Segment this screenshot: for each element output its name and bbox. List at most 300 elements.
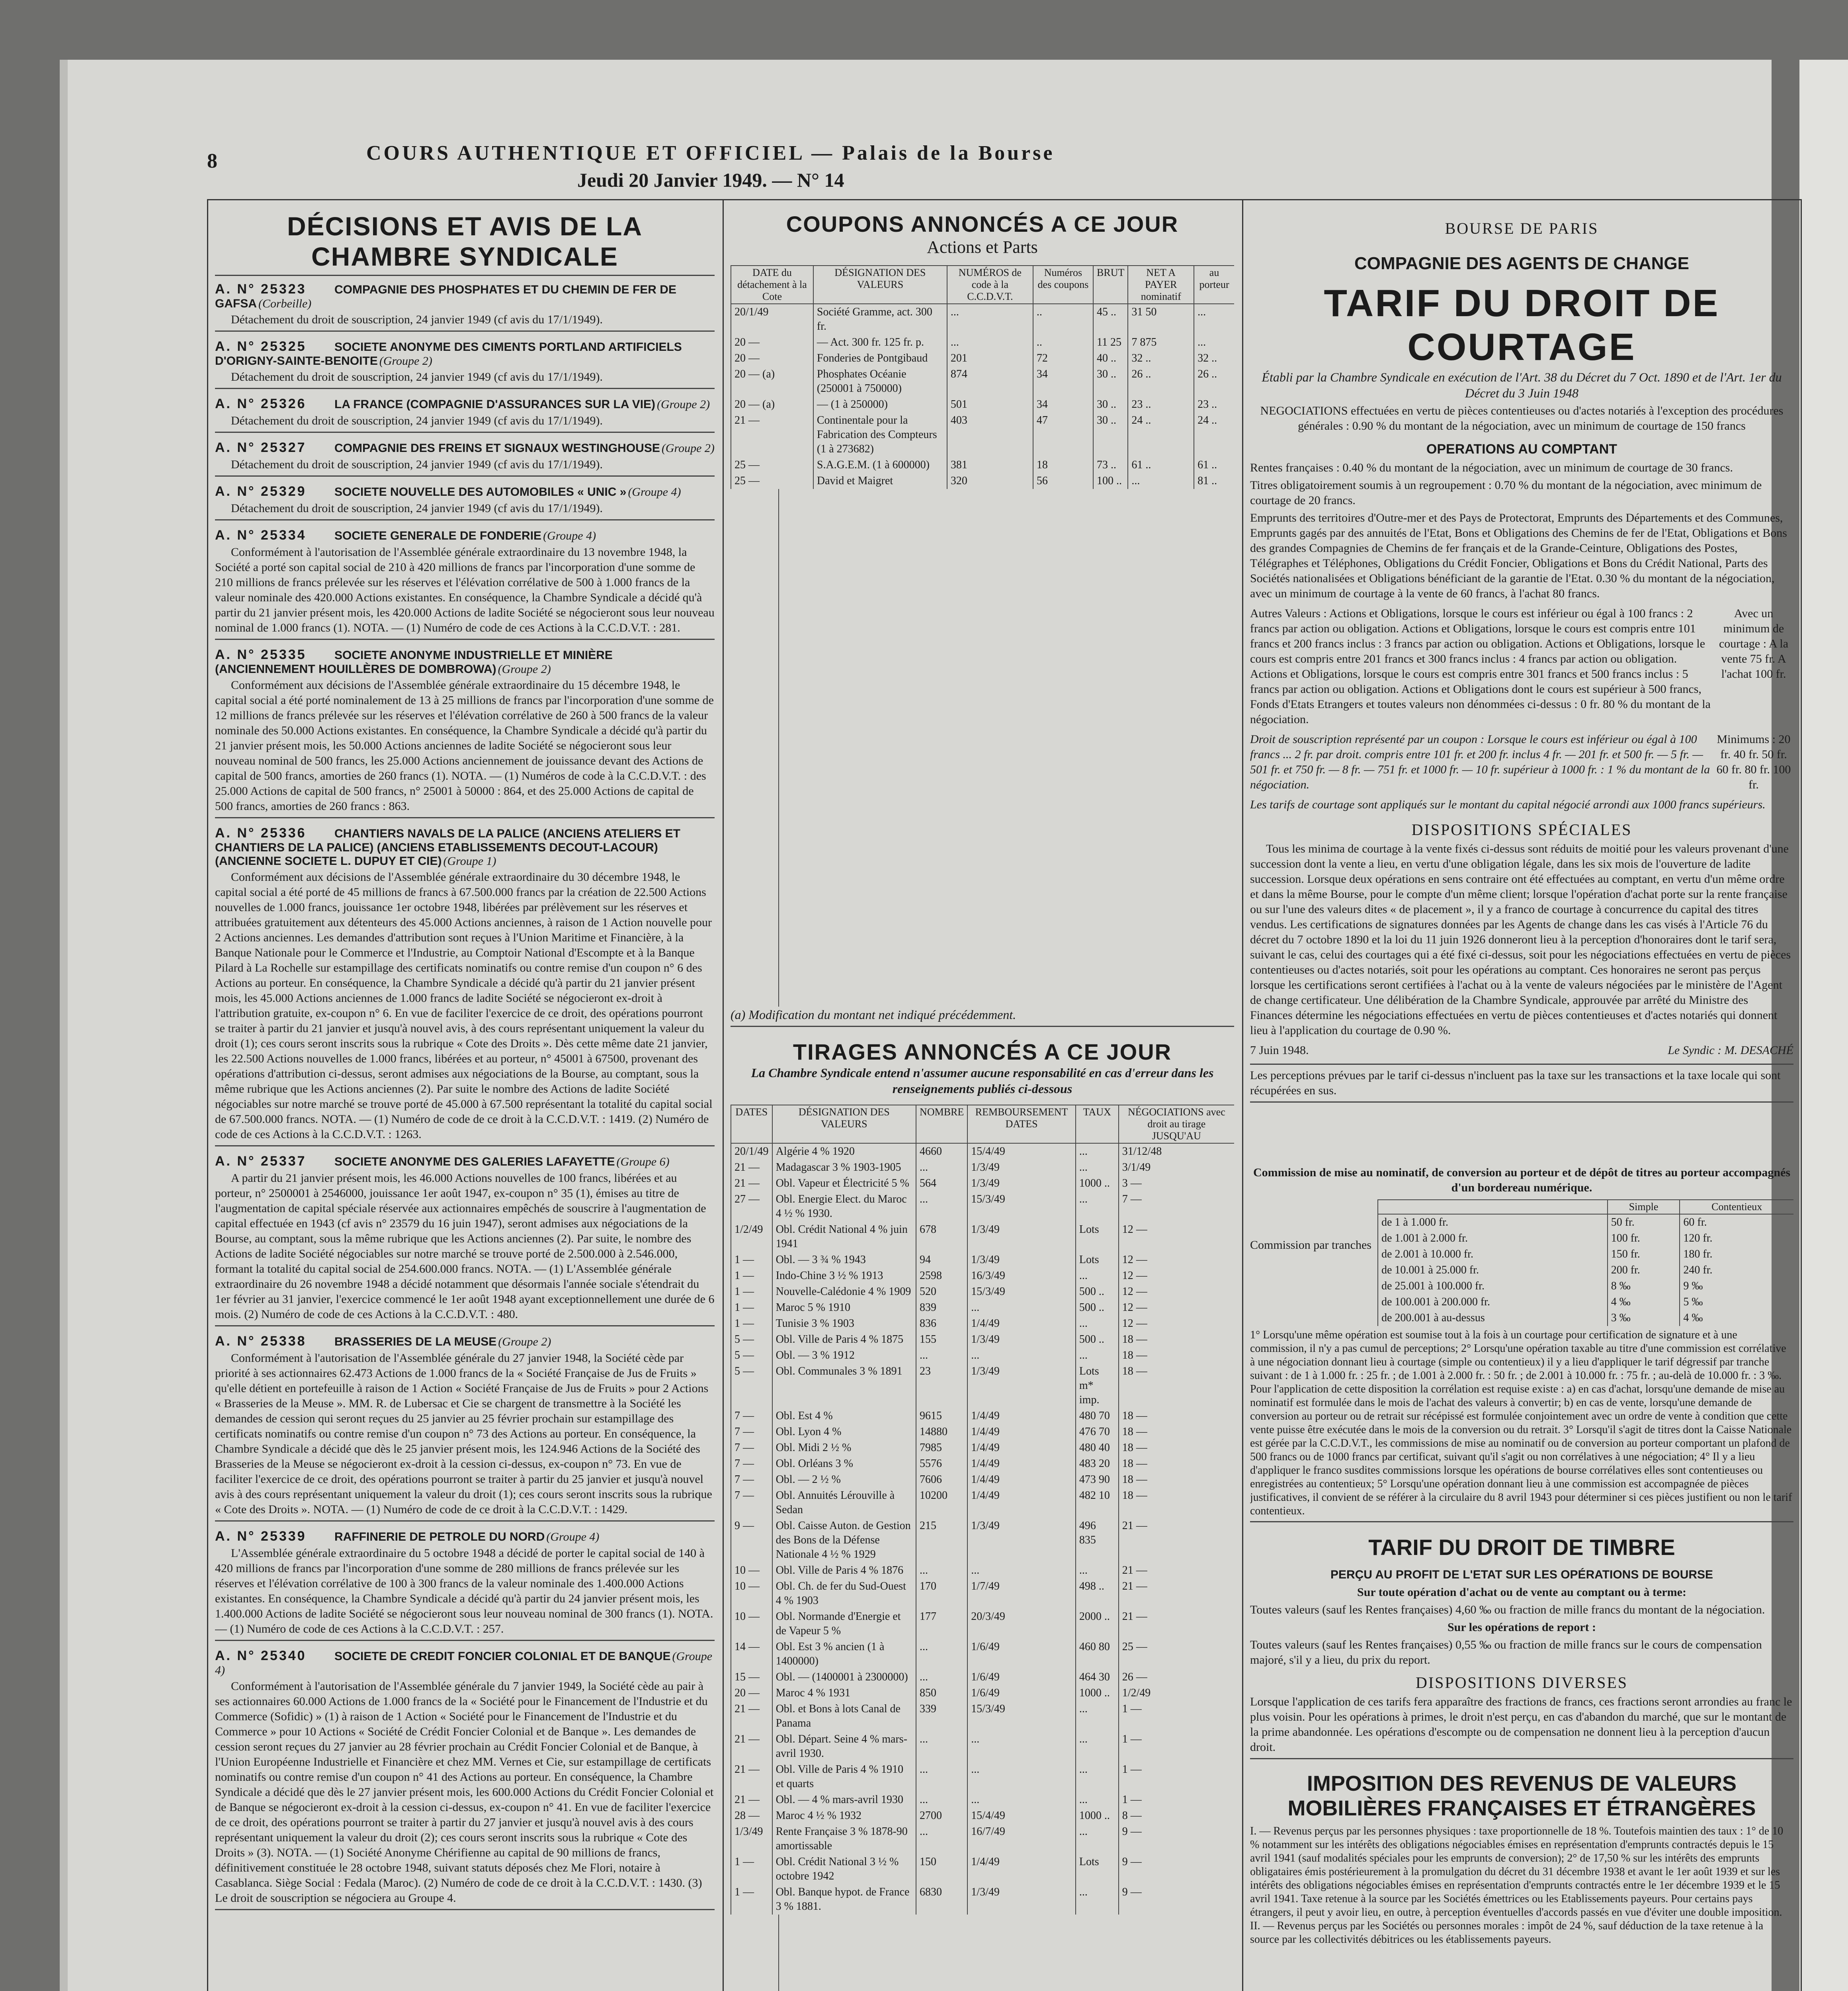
table-cell: 23 .. xyxy=(1194,397,1234,413)
table-cell: 496 835 xyxy=(1076,1518,1119,1563)
entry-number: A. N° 25327 xyxy=(215,440,307,455)
table-cell: 9 — xyxy=(731,1518,772,1563)
table-row xyxy=(731,1424,1234,1440)
table-row xyxy=(731,1300,1234,1316)
table-cell: Obl. Ville de Paris 4 % 1875 xyxy=(772,1332,916,1348)
table-row xyxy=(731,1824,1234,1854)
table-row xyxy=(731,1348,1234,1363)
table-cell: 1/4/49 xyxy=(967,1440,1076,1456)
table-cell: ... xyxy=(916,1563,967,1578)
table-cell: 18 — xyxy=(1119,1363,1234,1408)
table-cell: 31/12/48 xyxy=(1119,1143,1234,1160)
table-cell: Obl. Energie Elect. du Maroc 4 ½ % 1930. xyxy=(772,1191,916,1222)
table-cell: 150 xyxy=(916,1854,967,1884)
table-cell: ... xyxy=(967,1762,1076,1792)
table-cell: Indo-Chine 3 ½ % 1913 xyxy=(772,1268,916,1284)
table-row xyxy=(731,350,1234,366)
table-row xyxy=(1378,1262,1793,1278)
divider xyxy=(215,1520,715,1522)
table-row xyxy=(731,1472,1234,1488)
table-cell: 3/1/49 xyxy=(1119,1160,1234,1175)
table-cell: 201 xyxy=(947,350,1033,366)
table-cell: 21 — xyxy=(1119,1563,1234,1578)
table-cell: ... xyxy=(1076,1143,1119,1160)
entry-body: Conformément à l'autorisation de l'Assemblée générale extraordinaire du 13 novembre 1948, la Société a porté son capital social de 210 à 420 millions de francs par l'incorporation d'une somme de 210 millions de francs prélevée sur les réserves et l'élévation corrélative de 500 à 1.000 francs de la valeur nominale des 420.000 Actions existantes. En conséquence, la Chambre Syndicale a décidé qu'à partir du 21 janvier présent mois, les 420.000 Actions de ladite Société se négocieront sous leur nouveau nominal de 1.000 francs (1). NOTA. — (1) Numéro de code de ces Actions à la C.C.D.V.T. : 281. xyxy=(215,546,715,634)
table-cell: 177 xyxy=(916,1609,967,1639)
next-page-edge xyxy=(1799,60,1848,1991)
timbre-achat-text: Toutes valeurs (sauf les Rentes françaises) 4,60 ‰ ou fraction de mille francs du montant de la négociation. xyxy=(1250,1603,1765,1616)
table-row xyxy=(1378,1310,1793,1326)
table-cell: Phosphates Océanie (250001 à 750000) xyxy=(813,366,947,397)
table-cell: 21 — xyxy=(731,1731,772,1762)
table-cell: ... xyxy=(916,1824,967,1854)
table-row xyxy=(731,304,1234,334)
table-cell: 24 .. xyxy=(1194,413,1234,457)
perceptions-text: Les perceptions prévues par le tarif ci-dessus n'incluent pas la taxe sur les transactions et la taxe locale qui sont récupérées en sus. xyxy=(1250,1069,1781,1097)
ops-comptant-heading: OPERATIONS AU COMPTANT xyxy=(1426,442,1617,457)
table-row xyxy=(731,1316,1234,1332)
table-cell: Algérie 4 % 1920 xyxy=(772,1143,916,1160)
table-cell: ... xyxy=(967,1563,1076,1578)
divider xyxy=(215,1640,715,1641)
table-cell: 5 — xyxy=(731,1348,772,1363)
table-cell: ... xyxy=(916,1731,967,1762)
entry-company: SOCIETE ANONYME INDUSTRIELLE ET MINIÈRE (ANCIENNEMENT HOUILLÈRES DE DOMBROWA) xyxy=(215,649,613,676)
table-cell: 1/2/49 xyxy=(731,1222,772,1252)
entry-group: (Groupe 2) xyxy=(657,398,710,411)
decision-entry xyxy=(215,1334,715,1522)
table-cell: ... xyxy=(1076,1824,1119,1854)
droit-souscription-block xyxy=(1250,730,1793,795)
table-row xyxy=(731,1609,1234,1639)
column-header: DATES xyxy=(731,1105,772,1143)
table-cell: ... xyxy=(967,1731,1076,1762)
table-cell: Obl. Crédit National 3 ½ % octobre 1942 xyxy=(772,1854,916,1884)
decision-entry xyxy=(215,647,715,818)
table-cell: Obl. Caisse Auton. de Gestion des Bons de la Défense Nationale 4 ½ % 1929 xyxy=(772,1518,916,1563)
table-cell: 403 xyxy=(947,413,1033,457)
table-cell: Obl. — 3 ¾ % 1943 xyxy=(772,1252,916,1268)
table-cell: .. xyxy=(1033,334,1093,350)
column-header: TAUX xyxy=(1076,1105,1119,1143)
table-cell: Madagascar 3 % 1903-1905 xyxy=(772,1160,916,1175)
table-cell: Obl. Normande d'Energie et de Vapeur 5 % xyxy=(772,1609,916,1639)
negociations-text: NEGOCIATIONS effectuées en vertu de pièces contentieuses ou d'actes notariés à l'exception des procédures générales : 0.90 % du montant de la négociation, avec un minimum de courtage de 150 francs xyxy=(1260,404,1784,432)
table-cell: 9 — xyxy=(1119,1854,1234,1884)
entry-company: SOCIETE GENERALE DE FONDERIE xyxy=(334,529,542,542)
table-cell: 20 — xyxy=(731,1685,772,1701)
table-row xyxy=(731,1685,1234,1701)
table-cell: 31 50 xyxy=(1128,304,1194,334)
table-cell: 1/4/49 xyxy=(967,1408,1076,1424)
table-cell: Obl. — (1400001 à 2300000) xyxy=(772,1669,916,1685)
table-cell: 1/3/49 xyxy=(967,1332,1076,1348)
table-cell: ... xyxy=(947,334,1033,350)
table-cell: de 1 à 1.000 fr. xyxy=(1378,1214,1608,1230)
entry-group: (Groupe 4) xyxy=(543,529,596,542)
table-cell: 170 xyxy=(916,1578,967,1609)
table-row xyxy=(731,1363,1234,1408)
table-cell: Fonderies de Pontgibaud xyxy=(813,350,947,366)
left-column xyxy=(215,199,715,1991)
table-row xyxy=(731,366,1234,397)
entry-body: A partir du 21 janvier présent mois, les 46.000 Actions nouvelles de 100 francs, libérées et au porteur, n° 2500001 à 2546000, jouissance 1er août 1947, ex-coupon n° 35 (1), émises au titre de l'augmentation de capital spéciale réservée aux actionnaires empêchés de souscrire à l'augmentation de capital effectuée en 1943 (cf avis n° 23579 du 16 juin 1947), seront admises aux négociations de la Bourse, au comptant, sous la même rubrique que les Actions anciennes (2). Par suite, le nombre des Actions de ladite Société négociables sur notre marché se trouve porté de 2.500.000 à 2.546.000, formant la totalité du capital social de 254.600.000 francs. NOTA. — (1) L'Assemblée générale extraordinaire du 26 novembre 1948 a décidé notamment que désormais l'année sociale s'étendrait du 1er février au 31 janvier, l'exercice commencé le 1er août 1948 ayant exceptionnellement une durée de 6 mois. (2) Numéro de code de ces Actions à la C.C.D.V.T. : 480. xyxy=(215,1172,715,1321)
table-cell: 73 .. xyxy=(1093,457,1128,473)
decision-entry xyxy=(215,1648,715,1910)
table-cell: 40 .. xyxy=(1093,350,1128,366)
table-cell: Obl. et Bons à lots Canal de Panama xyxy=(772,1701,916,1731)
table-cell: 18 xyxy=(1033,457,1093,473)
table-cell: 25 — xyxy=(731,457,813,473)
signature-line xyxy=(1250,1040,1793,1060)
table-cell: 6830 xyxy=(916,1884,967,1915)
table-row xyxy=(731,1143,1234,1160)
divider xyxy=(731,1026,1234,1027)
table-row xyxy=(1378,1230,1793,1246)
entry-company: SOCIETE NOUVELLE DES AUTOMOBILES « UNIC » xyxy=(334,485,627,499)
table-cell: 18 — xyxy=(1119,1488,1234,1518)
table-cell: ... xyxy=(916,1160,967,1175)
table-cell: Maroc 4 % 1931 xyxy=(772,1685,916,1701)
table-row xyxy=(731,413,1234,457)
divider xyxy=(215,1325,715,1326)
table-cell: 27 — xyxy=(731,1191,772,1222)
table-cell: 16/3/49 xyxy=(967,1268,1076,1284)
column-header: REMBOURSEMENT DATES xyxy=(967,1105,1076,1143)
divider xyxy=(215,331,715,332)
column-header: NOMBRE xyxy=(916,1105,967,1143)
entry-company: SOCIETE ANONYME DES CIMENTS PORTLAND ARTIFICIELS D'ORIGNY-SAINTE-BENOITE xyxy=(215,340,682,368)
table-cell: 11 25 xyxy=(1093,334,1128,350)
table-cell: 874 xyxy=(947,366,1033,397)
table-cell: 1/7/49 xyxy=(967,1578,1076,1609)
page-number: 8 xyxy=(207,150,217,172)
table-cell: Obl. Ville de Paris 4 % 1876 xyxy=(772,1563,916,1578)
entry-company: SOCIETE DE CREDIT FONCIER COLONIAL ET DE BANQUE xyxy=(334,1650,671,1663)
table-cell: 72 xyxy=(1033,350,1093,366)
table-row xyxy=(731,1191,1234,1222)
table-cell: 1/4/49 xyxy=(967,1488,1076,1518)
column-header: BRUT xyxy=(1093,266,1128,304)
table-cell: 18 — xyxy=(1119,1424,1234,1440)
column-header: DÉSIGNATION DES VALEURS xyxy=(772,1105,916,1143)
table-cell: 1 — xyxy=(731,1252,772,1268)
header-title: COURS AUTHENTIQUE ET OFFICIEL — Palais de la Bourse xyxy=(366,142,1055,164)
entry-group: (Groupe 2) xyxy=(379,354,432,368)
table-cell: 61 .. xyxy=(1128,457,1194,473)
table-cell: 215 xyxy=(916,1518,967,1563)
table-cell: 28 — xyxy=(731,1808,772,1824)
table-cell: ... xyxy=(1194,334,1234,350)
column-header: DATE du détachement à la Cote xyxy=(731,266,813,304)
table-cell: 21 — xyxy=(1119,1578,1234,1609)
table-cell: 45 .. xyxy=(1093,304,1128,334)
table-cell: 2700 xyxy=(916,1808,967,1824)
table-cell: 320 xyxy=(947,473,1033,489)
table-row xyxy=(731,1854,1234,1884)
table-cell: Obl. — 4 % mars-avril 1930 xyxy=(772,1792,916,1808)
table-cell: 18 — xyxy=(1119,1472,1234,1488)
table-cell: 1/3/49 xyxy=(967,1518,1076,1563)
table-cell: 7 — xyxy=(731,1456,772,1472)
table-cell: 21 — xyxy=(731,1160,772,1175)
table-row xyxy=(731,397,1234,413)
entry-number: A. N° 25339 xyxy=(215,1529,307,1544)
table-cell: 21 — xyxy=(731,1792,772,1808)
table-cell: Obl. Crédit National 4 % juin 1941 xyxy=(772,1222,916,1252)
commission-grid xyxy=(1377,1199,1793,1326)
table-cell: 5 — xyxy=(731,1363,772,1408)
table-cell: 9 — xyxy=(1119,1824,1234,1854)
entry-number: A. N° 25336 xyxy=(215,825,307,841)
table-cell: 150 fr. xyxy=(1608,1246,1680,1262)
entry-company: LA FRANCE (COMPAGNIE D'ASSURANCES SUR LA VIE) xyxy=(334,398,656,411)
table-cell: 500 .. xyxy=(1076,1332,1119,1348)
divider xyxy=(215,639,715,640)
table-cell: 678 xyxy=(916,1222,967,1252)
table-cell: Obl. Est 4 % xyxy=(772,1408,916,1424)
table-cell: Rente Française 3 % 1878-90 amortissable xyxy=(772,1824,916,1854)
dispositions-body: Tous les minima de courtage à la vente fixés ci-dessus sont réduits de moitié pour les valeurs provenant d'une succession dont la vente a lieu, en vertu d'une obligation légale, dans les six mois de l'ouverture de ladite succession. Lorsque deux opérations en sens contraire ont été effectuées au comptant, en vertu d'un même ordre et dans la même Bourse, pour le compte d'un même client; lorsque l'opération d'achat porte sur la rente française ou sur l'une des valeurs dites « de placement », il y a franco de courtage à concurrence du capital des titres vendus. Les certifications de signatures données par les Agents de change dans les cas visés à l'Article 76 du décret du 7 octobre 1890 et la loi du 11 juin 1926 donneront lieu à la perception d'honoraires dont le tarif sera, suivant le cas, celui des courtages qui a été fixé ci-dessus, soit pour les négociations effectuées en vertu de pièces contentieuses ou d'actes notariés, soit pour les opérations au comptant. Ces honoraires ne seront pas perçus lorsque les certifications seront certifiées à l'achat ou à la vente de valeurs négociées par le ministère de l'Agent de change certificateur. Une délibération de la Chambre Syndicale, approuvée par arrêté du Ministre des Finances détermine les négociations effectuées en vertu de pièces contentieuses et d'actes notariés qui donnent lieu à l'application du courtage de 0.90 %. xyxy=(1250,842,1791,1037)
table-row xyxy=(731,1408,1234,1424)
table-cell: de 100.001 à 200.000 fr. xyxy=(1378,1294,1608,1310)
table-cell: ... xyxy=(916,1191,967,1222)
table-cell: 1/3/49 xyxy=(967,1175,1076,1191)
table-cell: 1 — xyxy=(731,1284,772,1300)
table-cell: 1/2/49 xyxy=(1119,1685,1234,1701)
table-cell: 2598 xyxy=(916,1268,967,1284)
table-cell: 1000 .. xyxy=(1076,1685,1119,1701)
dispositions-speciales-heading: DISPOSITIONS SPÉCIALES xyxy=(1411,821,1632,839)
diverses-body: Lorsque l'application de ces tarifs fera apparaître des fractions de francs, ces fractions seront arrondies au franc le plus voisin. Pour les opérations à primes, le droit n'est perçu, en cas d'abandon du marché, que sur le montant de la prime abandonnée. Les opérations d'escompte ou de compensation ne donnent lieu à la perception d'aucun droit. xyxy=(1250,1695,1792,1754)
table-row xyxy=(731,1268,1234,1284)
table-cell: 9 ‰ xyxy=(1680,1278,1793,1294)
table-cell: ... xyxy=(1076,1762,1119,1792)
coupons-subheading: Actions et Parts xyxy=(927,237,1038,257)
divider xyxy=(1250,1101,1793,1103)
coupons-table-empty-space xyxy=(778,489,1234,1007)
table-cell: 836 xyxy=(916,1316,967,1332)
table-cell: 1/4/49 xyxy=(967,1472,1076,1488)
entry-group: (Groupe 2) xyxy=(498,1335,551,1348)
table-cell: 9615 xyxy=(916,1408,967,1424)
table-cell: ... xyxy=(1128,473,1194,489)
table-cell: ... xyxy=(916,1792,967,1808)
decision-entry xyxy=(215,339,715,389)
table-row xyxy=(1378,1278,1793,1294)
table-cell: 520 xyxy=(916,1284,967,1300)
divider xyxy=(215,1145,715,1146)
entry-number: A. N° 25337 xyxy=(215,1154,307,1169)
table-cell: Obl. Midi 2 ½ % xyxy=(772,1440,916,1456)
decision-entry xyxy=(215,396,715,433)
table-cell: Maroc 5 % 1910 xyxy=(772,1300,916,1316)
table-cell: 15/4/49 xyxy=(967,1143,1076,1160)
header-date: Jeudi 20 Janvier 1949. — N° 14 xyxy=(577,169,844,191)
table-cell: 1/3/49 xyxy=(967,1884,1076,1915)
table-cell: 15/4/49 xyxy=(967,1808,1076,1824)
table-cell: 12 — xyxy=(1119,1222,1234,1252)
table-cell: Obl. Lyon 4 % xyxy=(772,1424,916,1440)
table-cell: 61 .. xyxy=(1194,457,1234,473)
table-cell: 10 — xyxy=(731,1563,772,1578)
timbre-title: TARIF DU DROIT DE TIMBRE xyxy=(1368,1535,1675,1560)
table-cell: 7 — xyxy=(731,1488,772,1518)
table-cell: 15/3/49 xyxy=(967,1191,1076,1222)
decision-entry xyxy=(215,1529,715,1641)
entry-body: Conformément aux décisions de l'Assemblée générale extraordinaire du 30 décembre 1948, le capital social a été porté de 45 millions de francs à 67.500.000 francs par la création de 22.500 Actions nouvelles de 1.000 francs, jouissance 1er octobre 1948, libérées par prélèvement sur les réserves et attribuées gratuitement aux détenteurs des 45.000 Actions anciennes, à raison de 1 Action nouvelle pour 2 Actions anciennes. Les demandes d'attribution sont reçues à l'Union Maritime et Financière, à la Banque Nationale pour le Commerce et l'Industrie, au Comptoir National d'Escompte et à la Banque Pilard à La Rochelle sur estampillage des certificats nominatifs ou contre remise d'un coupon n° 6 des Actions au porteur. En conséquence, la Chambre Syndicale a décidé qu'à partir du 21 janvier présent mois, les 45.000 Actions anciennes de 1.000 francs de ladite Société se négocieront ex-droit à l'attribution gratuite, ex-coupon n° 6. En vue de faciliter l'exercice de ce droit, des opérations pourront se traiter à partir du 21 janvier et jusqu'à nouvel avis, à des cours représentant uniquement la valeur du droit (1); ces cours seront inscrits sous la rubrique « Cote des Droits ». Dès cette même date 21 janvier, les 22.500 Actions nouvelles de 1.000 francs, libérées et au porteur, n° 45001 à 67500, provenant des opérations d'attribution ci-dessus, seront admises aux négociations de la Bourse, au comptant, sous la même rubrique que les Actions anciennes (2). Par suite le nombre des Actions de ladite Société négociables sur notre marché se trouve porté de 45.000 à 67.500 représentant la totalité du capital social de 67.500.000 francs. NOTA. — (1) Numéro de code de ce droit à la C.C.D.V.T. : 1419. (2) Numéro de code de ces Actions à la C.C.D.V.T. : 1263. xyxy=(215,870,713,1141)
emprunts-text: Emprunts des territoires d'Outre-mer et des Pays de Protectorat, Emprunts des Départements et des Communes, Emprunts gagés par des annuités de l'Etat, Bons et Obligations des Chemins de fer de l'Etat, Obligations et Bons des grandes Compagnies de Chemins de fer français et de la Grande-Ceinture, Obligations des Postes, Télégraphes et Téléphones, Obligations du Crédit Foncier, Obligations et Bons du Crédit National, Parts des Sociétés nationalisées et Obligations bénéficiant de la garantie de l'Etat. 0.30 % du montant de la négociation, avec un minimum de courtage à la vente de 60 francs, à l'achat 80 francs. xyxy=(1250,511,1787,600)
table-cell: 7985 xyxy=(916,1440,967,1456)
table-cell: 1/4/49 xyxy=(967,1854,1076,1884)
table-cell: 18 — xyxy=(1119,1440,1234,1456)
entries-list xyxy=(215,282,715,1910)
table-cell: 10 — xyxy=(731,1578,772,1609)
entry-body: Détachement du droit de souscription, 24 janvier 1949 (cf avis du 17/1/1949). xyxy=(231,370,603,383)
table-cell: 1000 .. xyxy=(1076,1175,1119,1191)
entry-group: (Groupe 4) xyxy=(628,485,681,499)
rentes-text: Rentes françaises : 0.40 % du montant de la négociation, avec un minimum de courtage de 30 francs. xyxy=(1250,461,1733,474)
table-row xyxy=(731,1332,1234,1348)
entry-body: Détachement du droit de souscription, 24 janvier 1949 (cf avis du 17/1/1949). xyxy=(231,458,603,471)
table-cell: ... xyxy=(1076,1701,1119,1731)
table-cell: 20 — (a) xyxy=(731,397,813,413)
tarif-courtage-subtitle: Établi par la Chambre Syndicale en exécution de l'Art. 38 du Décret du 7 Oct. 1890 et de l'Art. 1er du Décret du 3 Juin 1948 xyxy=(1262,370,1782,400)
table-cell: 1 — xyxy=(731,1300,772,1316)
table-cell: 18 — xyxy=(1119,1332,1234,1348)
table-cell: 26 .. xyxy=(1128,366,1194,397)
table-row xyxy=(731,1284,1234,1300)
table-cell: de 25.001 à 100.000 fr. xyxy=(1378,1278,1608,1294)
table-cell: ... xyxy=(967,1300,1076,1316)
table-cell: Obl. Communales 3 % 1891 xyxy=(772,1363,916,1408)
table-cell: 21 — xyxy=(731,1701,772,1731)
table-cell: 1 — xyxy=(1119,1762,1234,1792)
table-row xyxy=(731,1701,1234,1731)
minimum-courtage: Avec un minimum de courtage : A la vente 75 fr. A l'achat 100 fr. xyxy=(1719,607,1789,681)
page-header xyxy=(207,137,1521,205)
entry-body: Conformément aux décisions de l'Assemblée générale extraordinaire du 15 décembre 1948, le capital social a été porté nominalement de 13 à 25 millions de francs par l'incorporation d'une somme de 12 millions de francs prélevée sur les réserves et l'élévation corrélative de 260 à 500 francs de la valeur nominale des 50.000 Actions existantes. En conséquence, la Chambre Syndicale a décidé qu'à partir du 21 janvier présent mois, les 50.000 Actions anciennes de ladite Société se négocieront sous leur nouveau nominal de 500 francs, les 25.000 Actions anciennement de jouissance devant des Actions de capital de 500 francs, amorties de 260 francs (1). NOTA. — (1) Numéros de code à la C.C.D.V.T. : des 25.000 Actions de capital de 500 francs, n° 25001 à 50000 : 864, et des 25.000 Actions de capital de 500 francs, amorties de 260 francs : 863. xyxy=(215,679,714,813)
table-cell: 1 — xyxy=(1119,1731,1234,1762)
table-cell: 1/3/49 xyxy=(967,1252,1076,1268)
table-cell: 4 ‰ xyxy=(1608,1294,1680,1310)
entry-group: (Groupe 1) xyxy=(443,855,496,868)
table-cell: 25 — xyxy=(1119,1639,1234,1669)
commission-label: Commission par tranches xyxy=(1250,1238,1371,1252)
droit-minimums: Minimums : 20 fr. 40 fr. 50 fr. 60 fr. 80 fr. 100 fr. xyxy=(1716,733,1791,791)
table-row xyxy=(731,1440,1234,1456)
table-cell: 1/4/49 xyxy=(967,1456,1076,1472)
table-cell: 482 10 xyxy=(1076,1488,1119,1518)
table-cell: 30 .. xyxy=(1093,366,1128,397)
coupons-table xyxy=(731,265,1234,489)
table-cell: 94 xyxy=(916,1252,967,1268)
table-cell: 12 — xyxy=(1119,1300,1234,1316)
table-cell: 7 — xyxy=(731,1472,772,1488)
divider xyxy=(215,519,715,520)
table-cell: 1 — xyxy=(731,1854,772,1884)
table-cell: Obl. Orléans 3 % xyxy=(772,1456,916,1472)
divider xyxy=(215,1909,715,1910)
table-cell: 30 .. xyxy=(1093,413,1128,457)
table-cell: 501 xyxy=(947,397,1033,413)
droit-souscription-text: Droit de souscription représenté par un coupon : Lorsque le cours est inférieur ou égal à 100 francs ... 2 fr. par droit. compris entre 101 fr. et 200 fr. inclus 4 fr. — 201 fr. et 500 fr. — 5 fr. — 501 fr. et 750 fr. — 8 fr. — 751 fr. et 1000 fr. — 10 fr. supérieur à 1000 fr. : 1 % du montant de la négociation. xyxy=(1250,733,1710,791)
tirages-table xyxy=(731,1105,1234,1915)
entry-group: (Groupe 2) xyxy=(661,442,715,455)
table-cell: 1 — xyxy=(731,1268,772,1284)
table-cell: 1/4/49 xyxy=(967,1316,1076,1332)
table-cell: 18 — xyxy=(1119,1408,1234,1424)
commission-body: 1° Lorsqu'une même opération est soumise tout à la fois à un courtage pour certification de signature et à une commission, il n'y a pas cumul de perceptions; 2° Lorsqu'une opération taxable au titre d'une commission est corrélative à une négociation donnant lieu à courtage (simple ou contentieux) il y a lieu d'appliquer le tarif dégressif par tranche suivant : de 1 à 1.000 fr. : 25 fr. ; de 1.001 à 2.000 fr. : 50 fr. ; de 2.001 à 10.000 fr. : 75 fr. ; au-delà de 10.000 fr. : 3 ‰. Pour l'application de cette disposition la corrélation est requise existe : a) en cas d'achat, lorsqu'une demande de mise au nominatif est formulée dans le mois de l'achat des valeurs à convertir; b) en cas de vente, lorsqu'une demande de conversion au porteur ou de retrait sur récépissé est formulée conjointement avec un ordre de vente à condition que cette vente puisse être exécutée dans le mois de la conversion ou du retrait. 3° Lorsqu'il s'agit de titres dont la Caisse Nationale est gérée par la C.C.D.V.T., les commissions de mise au nominatif ou de conversion au porteur comportant un plafond de 500 francs ou de 1000 francs par certificat, suivant qu'il s'agit ou non corrélatives à une négociation; 4° Il y a lieu d'appliquer le franco susdites commissions lorsque les opérations de bourse corrélatives elles sont contentieuses ou enregistrées au contentieux; 5° Lorsqu'une opération donnant lieu à une commission est accompagnée de pièces justificatives, il convient de se référer à la circulaire du 8 avril 1943 pour déterminer si ces pièces justifient ou non le tarif contentieux. xyxy=(1250,1329,1792,1517)
table-cell: 500 .. xyxy=(1076,1300,1119,1316)
divider xyxy=(215,275,715,276)
divider xyxy=(215,817,715,818)
dispositions-diverses-heading: DISPOSITIONS DIVERSES xyxy=(1415,1674,1628,1692)
table-cell: 4660 xyxy=(916,1143,967,1160)
table-cell: 7 — xyxy=(731,1408,772,1424)
table-cell: 1/3/49 xyxy=(967,1363,1076,1408)
table-cell: 1/6/49 xyxy=(967,1639,1076,1669)
table-cell: 12 — xyxy=(1119,1252,1234,1268)
table-row xyxy=(731,1792,1234,1808)
table-cell: ... xyxy=(916,1669,967,1685)
table-cell: 339 xyxy=(916,1701,967,1731)
table-cell: David et Maigret xyxy=(813,473,947,489)
titres-text: Titres obligatoirement soumis à un regroupement : 0.70 % du montant de la négociation, avec minimum de courtage de 20 francs. xyxy=(1250,479,1762,507)
table-cell: 32 .. xyxy=(1194,350,1234,366)
table-cell: 15/3/49 xyxy=(967,1701,1076,1731)
coupons-heading: COUPONS ANNONCÉS A CE JOUR xyxy=(786,211,1179,237)
table-cell: 34 xyxy=(1033,366,1093,397)
table-cell: Lots xyxy=(1076,1252,1119,1268)
table-cell: 81 .. xyxy=(1194,473,1234,489)
timbre-subtitle: PERÇU AU PROFIT DE L'ETAT SUR LES OPÉRATIONS DE BOURSE xyxy=(1330,1568,1713,1581)
table-cell: 1/6/49 xyxy=(967,1669,1076,1685)
table-cell: 20/3/49 xyxy=(967,1609,1076,1639)
table-cell: ... xyxy=(916,1639,967,1669)
table-cell: 120 fr. xyxy=(1680,1230,1793,1246)
entry-number: A. N° 25340 xyxy=(215,1648,307,1663)
table-cell: 20/1/49 xyxy=(731,1143,772,1160)
table-row xyxy=(731,1518,1234,1563)
commission-title: Commission de mise au nominatif, de conversion au porteur et de dépôt de titres au porteur accompagnés d'un bordereau numérique. xyxy=(1253,1166,1791,1194)
bourse-title: BOURSE DE PARIS xyxy=(1445,219,1599,237)
column-header: Numéros des coupons xyxy=(1033,266,1093,304)
entry-company: BRASSERIES DE LA MEUSE xyxy=(334,1335,497,1348)
table-cell: 483 20 xyxy=(1076,1456,1119,1472)
table-cell: ... xyxy=(1076,1268,1119,1284)
table-cell: ... xyxy=(1076,1563,1119,1578)
page-binding xyxy=(60,60,68,1991)
entry-company: RAFFINERIE DE PETROLE DU NORD xyxy=(334,1530,545,1543)
right-column-lower xyxy=(1250,1163,1793,1991)
column-divider-1 xyxy=(723,199,724,1991)
table-cell: 3 — xyxy=(1119,1175,1234,1191)
table-cell: 23 xyxy=(916,1363,967,1408)
compagnie-title: COMPAGNIE DES AGENTS DE CHANGE xyxy=(1354,254,1689,273)
divider xyxy=(1250,1758,1793,1759)
decision-entry xyxy=(215,528,715,640)
entry-body: Détachement du droit de souscription, 24 janvier 1949 (cf avis du 17/1/1949). xyxy=(231,502,603,515)
column-header xyxy=(1378,1200,1608,1214)
autres-valeurs-block xyxy=(1250,604,1793,730)
table-row xyxy=(731,1160,1234,1175)
table-cell: 5 ‰ xyxy=(1680,1294,1793,1310)
table-cell: 5 — xyxy=(731,1332,772,1348)
table-cell: 1 — xyxy=(1119,1792,1234,1808)
table-row xyxy=(731,1563,1234,1578)
commission-table xyxy=(1250,1199,1793,1326)
